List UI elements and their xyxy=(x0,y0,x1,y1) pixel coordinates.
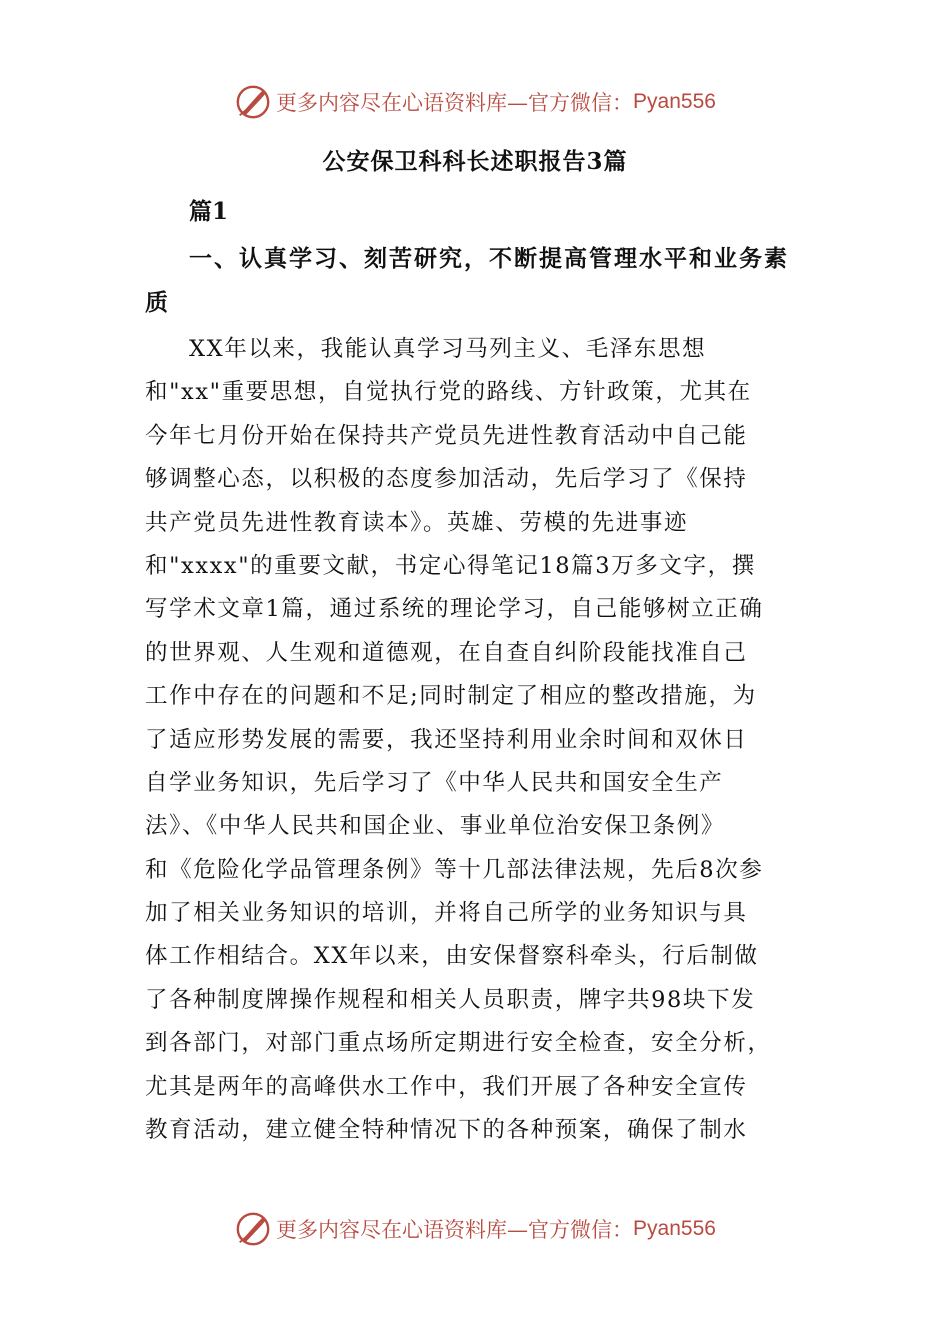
body-line: XX年以来，我能认真学习马列主义、毛泽东思想 xyxy=(189,336,707,362)
pen-nib-logo-icon xyxy=(234,1210,272,1248)
header-watermark-banner xyxy=(0,80,950,124)
wechat-id: Pyan556 xyxy=(633,1217,716,1240)
section-label: 篇1 xyxy=(189,198,229,225)
body-line: 工作中存在的问题和不足;同时制定了相应的整改措施，为 xyxy=(145,683,757,710)
body-line: 和《危险化学品管理条例》等十几部法律法规，先后8次参 xyxy=(145,856,764,883)
body-line: 教育活动，建立健全特种情况下的各种预案，确保了制水 xyxy=(145,1117,748,1144)
pen-nib-logo-icon xyxy=(234,83,272,121)
banner-text: 更多内容尽在心语资料库—官方微信： xyxy=(276,91,634,115)
body-line: 的世界观、人生观和道德观，在自查自纠阶段能找准自己 xyxy=(145,639,748,666)
body-line: 体工作相结合。XX年以来，由安保督察科牵头，行后制做 xyxy=(145,943,759,970)
footer-watermark-banner xyxy=(0,1207,950,1251)
document-title: 公安保卫科科长述职报告3篇 xyxy=(322,148,628,175)
body-line: 尤其是两年的高峰供水工作中，我们开展了各种安全宣传 xyxy=(145,1073,748,1100)
section-heading: 一、认真学习、刻苦研究，不断提高管理水平和业务素质 xyxy=(145,245,789,316)
body-paragraph xyxy=(145,328,810,1152)
banner-text: 更多内容尽在心语资料库—官方微信： xyxy=(276,1218,634,1242)
body-line: 加了相关业务知识的培训，并将自己所学的业务知识与具 xyxy=(145,900,748,927)
body-line: 够调整心态，以积极的态度参加活动，先后学习了《保持 xyxy=(145,466,748,493)
body-line: 今年七月份开始在保持共产党员先进性教育活动中自己能 xyxy=(145,422,748,449)
body-line: 法》、《中华人民共和国企业、事业单位治安保卫条例》 xyxy=(145,813,726,840)
body-line: 了适应形势发展的需要，我还坚持利用业余时间和双休日 xyxy=(145,726,748,753)
body-line: 共产党员先进性教育读本》。英雄、劳模的先进事迹 xyxy=(145,509,689,536)
body-line: 自学业务知识，先后学习了《中华人民共和国安全生产 xyxy=(145,769,724,796)
body-line: 到各部门，对部门重点场所定期进行安全检查，安全分析， xyxy=(145,1030,772,1057)
wechat-id: Pyan556 xyxy=(633,90,716,113)
body-line: 和"xx"重要思想，自觉执行党的路线、方针政策，尤其在 xyxy=(145,379,752,406)
body-line: 和"xxxx"的重要文献，书定心得笔记18篇3万多文字，撰 xyxy=(145,552,756,579)
body-line: 写学术文章1篇，通过系统的理论学习，自己能够树立正确 xyxy=(145,596,764,623)
body-line: 了各种制度牌操作规程和相关人员职责，牌字共98块下发 xyxy=(145,986,756,1013)
